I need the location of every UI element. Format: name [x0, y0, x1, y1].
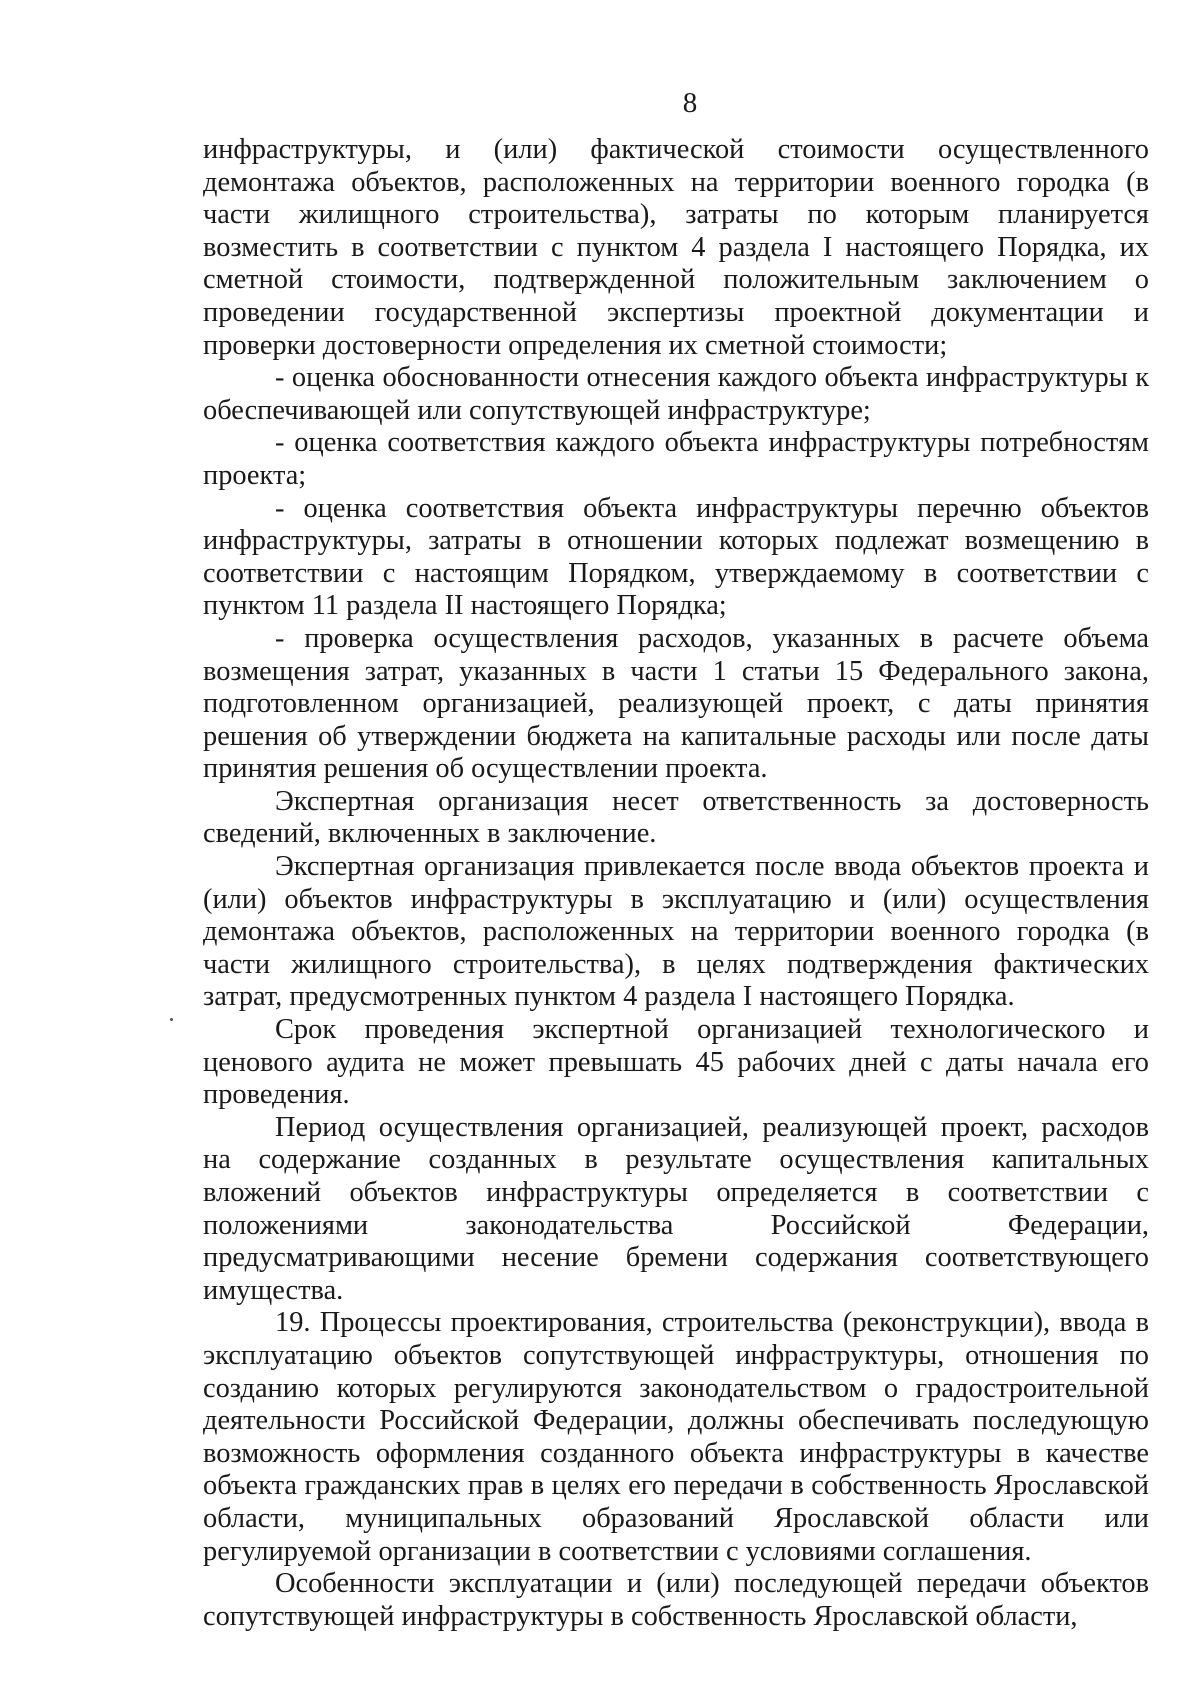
paragraph: Период осуществления организацией, реализующей проект, расходов на содержание созданных в результате осуществления капитальных вложений объектов инфраструктуры определяется в соответствии с положениями законодательства Российской Федерации, предусматривающими несение бремени содержания соответствующего имущества. — [203, 1111, 1149, 1306]
paragraph: Особенности эксплуатации и (или) последующей передачи объектов сопутствующей инфраструктуры в собственность Ярославской области, — [203, 1568, 1149, 1632]
paragraph: Экспертная организация несет ответственность за достоверность сведений, включенных в заключение. — [203, 785, 1149, 850]
page-number: 8 — [682, 87, 698, 119]
scan-speck — [170, 1018, 173, 1021]
document-body — [203, 134, 1149, 1633]
paragraph-item: - оценка соответствия каждого объекта инфраструктуры потребностям проекта; — [203, 427, 1149, 491]
paragraph: Экспертная организация привлекается после ввода объектов проекта и (или) объектов инфраструктуры в эксплуатацию и (или) осуществления демонтажа объектов, расположенных на территории военного городка (в части жилищного строительства), в целях подтверждения фактических затрат, предусмотренных пунктом 4 раздела I настоящего Порядка. — [203, 851, 1149, 1013]
paragraph-item: - оценка соответствия объекта инфраструктуры перечню объектов инфраструктуры, затраты в отношении которых подлежат возмещению в соответствии с настоящим Порядком, утверждаемому в соответствии с пунктом 11 раздела II настоящего Порядка; — [203, 492, 1149, 622]
paragraph-item: - проверка осуществления расходов, указанных в расчете объема возмещения затрат, указанных в части 1 статьи 15 Федерального закона, подготовленном организацией, реализующей проект, с даты принятия решения об утверждении бюджета на капитальные расходы или после даты принятия решения об осуществлении проекта. — [203, 622, 1149, 785]
paragraph-continuation: инфраструктуры, и (или) фактической стоимости осуществленного демонтажа объектов, расположенных на территории военного городка (в части жилищного строительства), затраты по которым планируется возместить в соответствии с пунктом 4 раздела I настоящего Порядка, их сметной стоимости, подтвержденной положительным заключением о проведении государственной экспертизы проектной документации и проверки достоверности определения их сметной стоимости; — [203, 134, 1149, 361]
paragraph-numbered: 19. Процессы проектирования, строительства (реконструкции), ввода в эксплуатацию объектов сопутствующей инфраструктуры, отношения по созданию которых регулируются законодательством о градостроительной деятельности Российской Федерации, должны обеспечивать последующую возможность оформления созданного объекта инфраструктуры в качестве объекта гражданских прав в целях его передачи в собственность Ярославской области, муниципальных образований Ярославской области или регулируемой организации в соответствии с условиями соглашения. — [203, 1307, 1149, 1567]
paragraph-item: - оценка обоснованности отнесения каждого объекта инфраструктуры к обеспечивающей или сопутствующей инфраструктуре; — [203, 362, 1149, 426]
paragraph: Срок проведения экспертной организацией технологического и ценового аудита не может превышать 45 рабочих дней с даты начала его проведения. — [203, 1014, 1149, 1111]
